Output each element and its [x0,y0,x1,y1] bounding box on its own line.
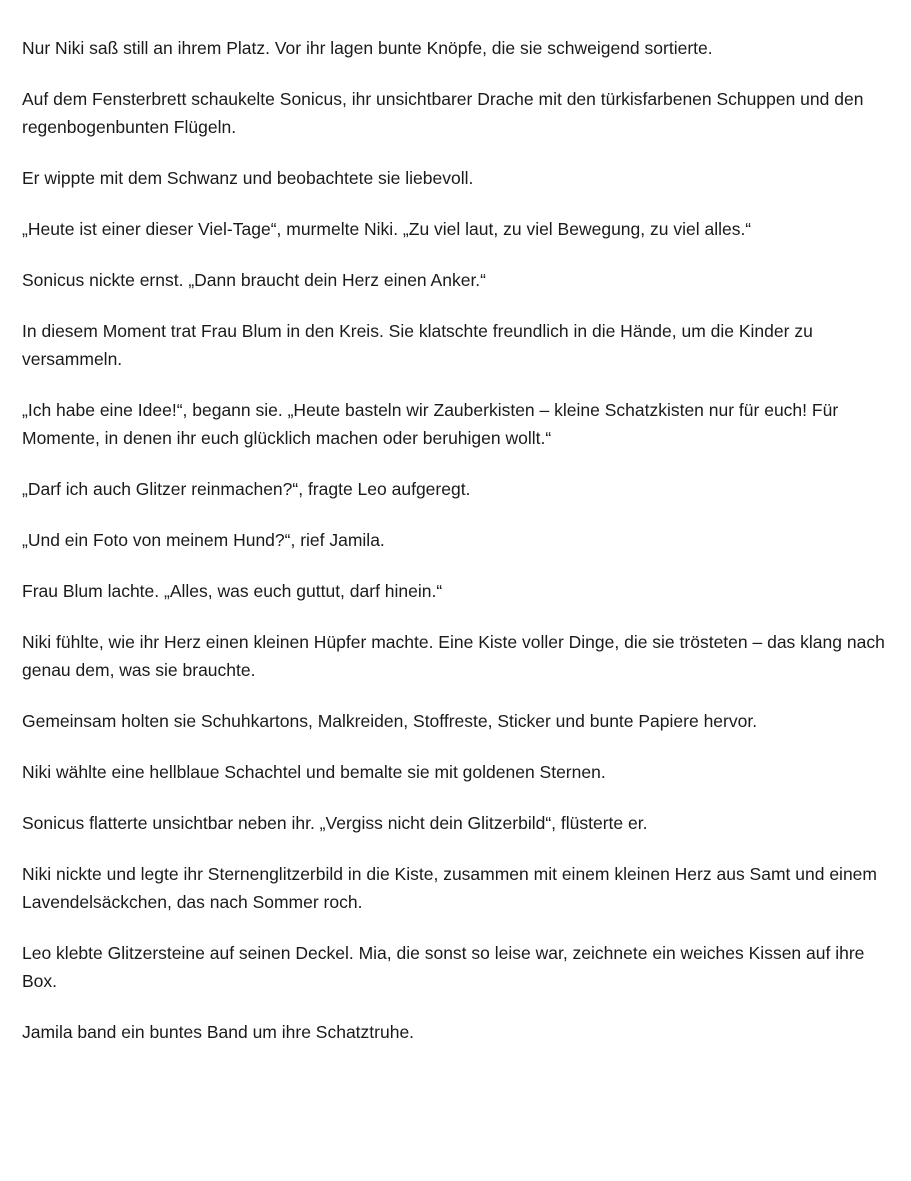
paragraph: „Ich habe eine Idee!“, begann sie. „Heute basteln wir Zauberkisten – kleine Schatzkisten nur für euch! Für Momente, in denen ihr euch glücklich machen oder beruhigen wollt.“ [22,400,839,448]
paragraph: Frau Blum lachte. „Alles, was euch guttut, darf hinein.“ [22,581,443,601]
paragraph: „Darf ich auch Glitzer reinmachen?“, fragte Leo aufgeregt. [22,479,471,499]
paragraph: Leo klebte Glitzersteine auf seinen Deckel. Mia, die sonst so leise war, zeichnete ein weiches Kissen auf ihre Box. [22,943,865,991]
paragraph: Gemeinsam holten sie Schuhkartons, Malkreiden, Stoffreste, Sticker und bunte Papiere hervor. [22,711,758,731]
paragraph: Sonicus flatterte unsichtbar neben ihr. „Vergiss nicht dein Glitzerbild“, flüsterte er. [22,813,648,833]
paragraph: Nur Niki saß still an ihrem Platz. Vor ihr lagen bunte Knöpfe, die sie schweigend sortierte. [22,38,713,58]
paragraph: Auf dem Fensterbrett schaukelte Sonicus, ihr unsichtbarer Drache mit den türkisfarbenen Schuppen und den regenbogenbunten Flügeln. [22,89,864,137]
paragraph: Niki wählte eine hellblaue Schachtel und bemalte sie mit goldenen Sternen. [22,762,606,782]
paragraph: Jamila band ein buntes Band um ihre Schatztruhe. [22,1022,415,1042]
paragraph: „Heute ist einer dieser Viel-Tage“, murmelte Niki. „Zu viel laut, zu viel Bewegung, zu viel alles.“ [22,219,752,239]
paragraph: „Und ein Foto von meinem Hund?“, rief Jamila. [22,530,385,550]
paragraph: In diesem Moment trat Frau Blum in den Kreis. Sie klatschte freundlich in die Hände, um die Kinder zu versammeln. [22,321,813,369]
paragraph: Niki nickte und legte ihr Sternenglitzerbild in die Kiste, zusammen mit einem kleinen Herz aus Samt und einem Lavendelsäckchen, das nach Sommer roch. [22,864,877,912]
paragraph: Niki fühlte, wie ihr Herz einen kleinen Hüpfer machte. Eine Kiste voller Dinge, die sie trösteten – das klang nach genau dem, was sie brauchte. [22,632,885,680]
paragraph: Sonicus nickte ernst. „Dann braucht dein Herz einen Anker.“ [22,270,486,290]
paragraph: Er wippte mit dem Schwanz und beobachtete sie liebevoll. [22,168,474,188]
